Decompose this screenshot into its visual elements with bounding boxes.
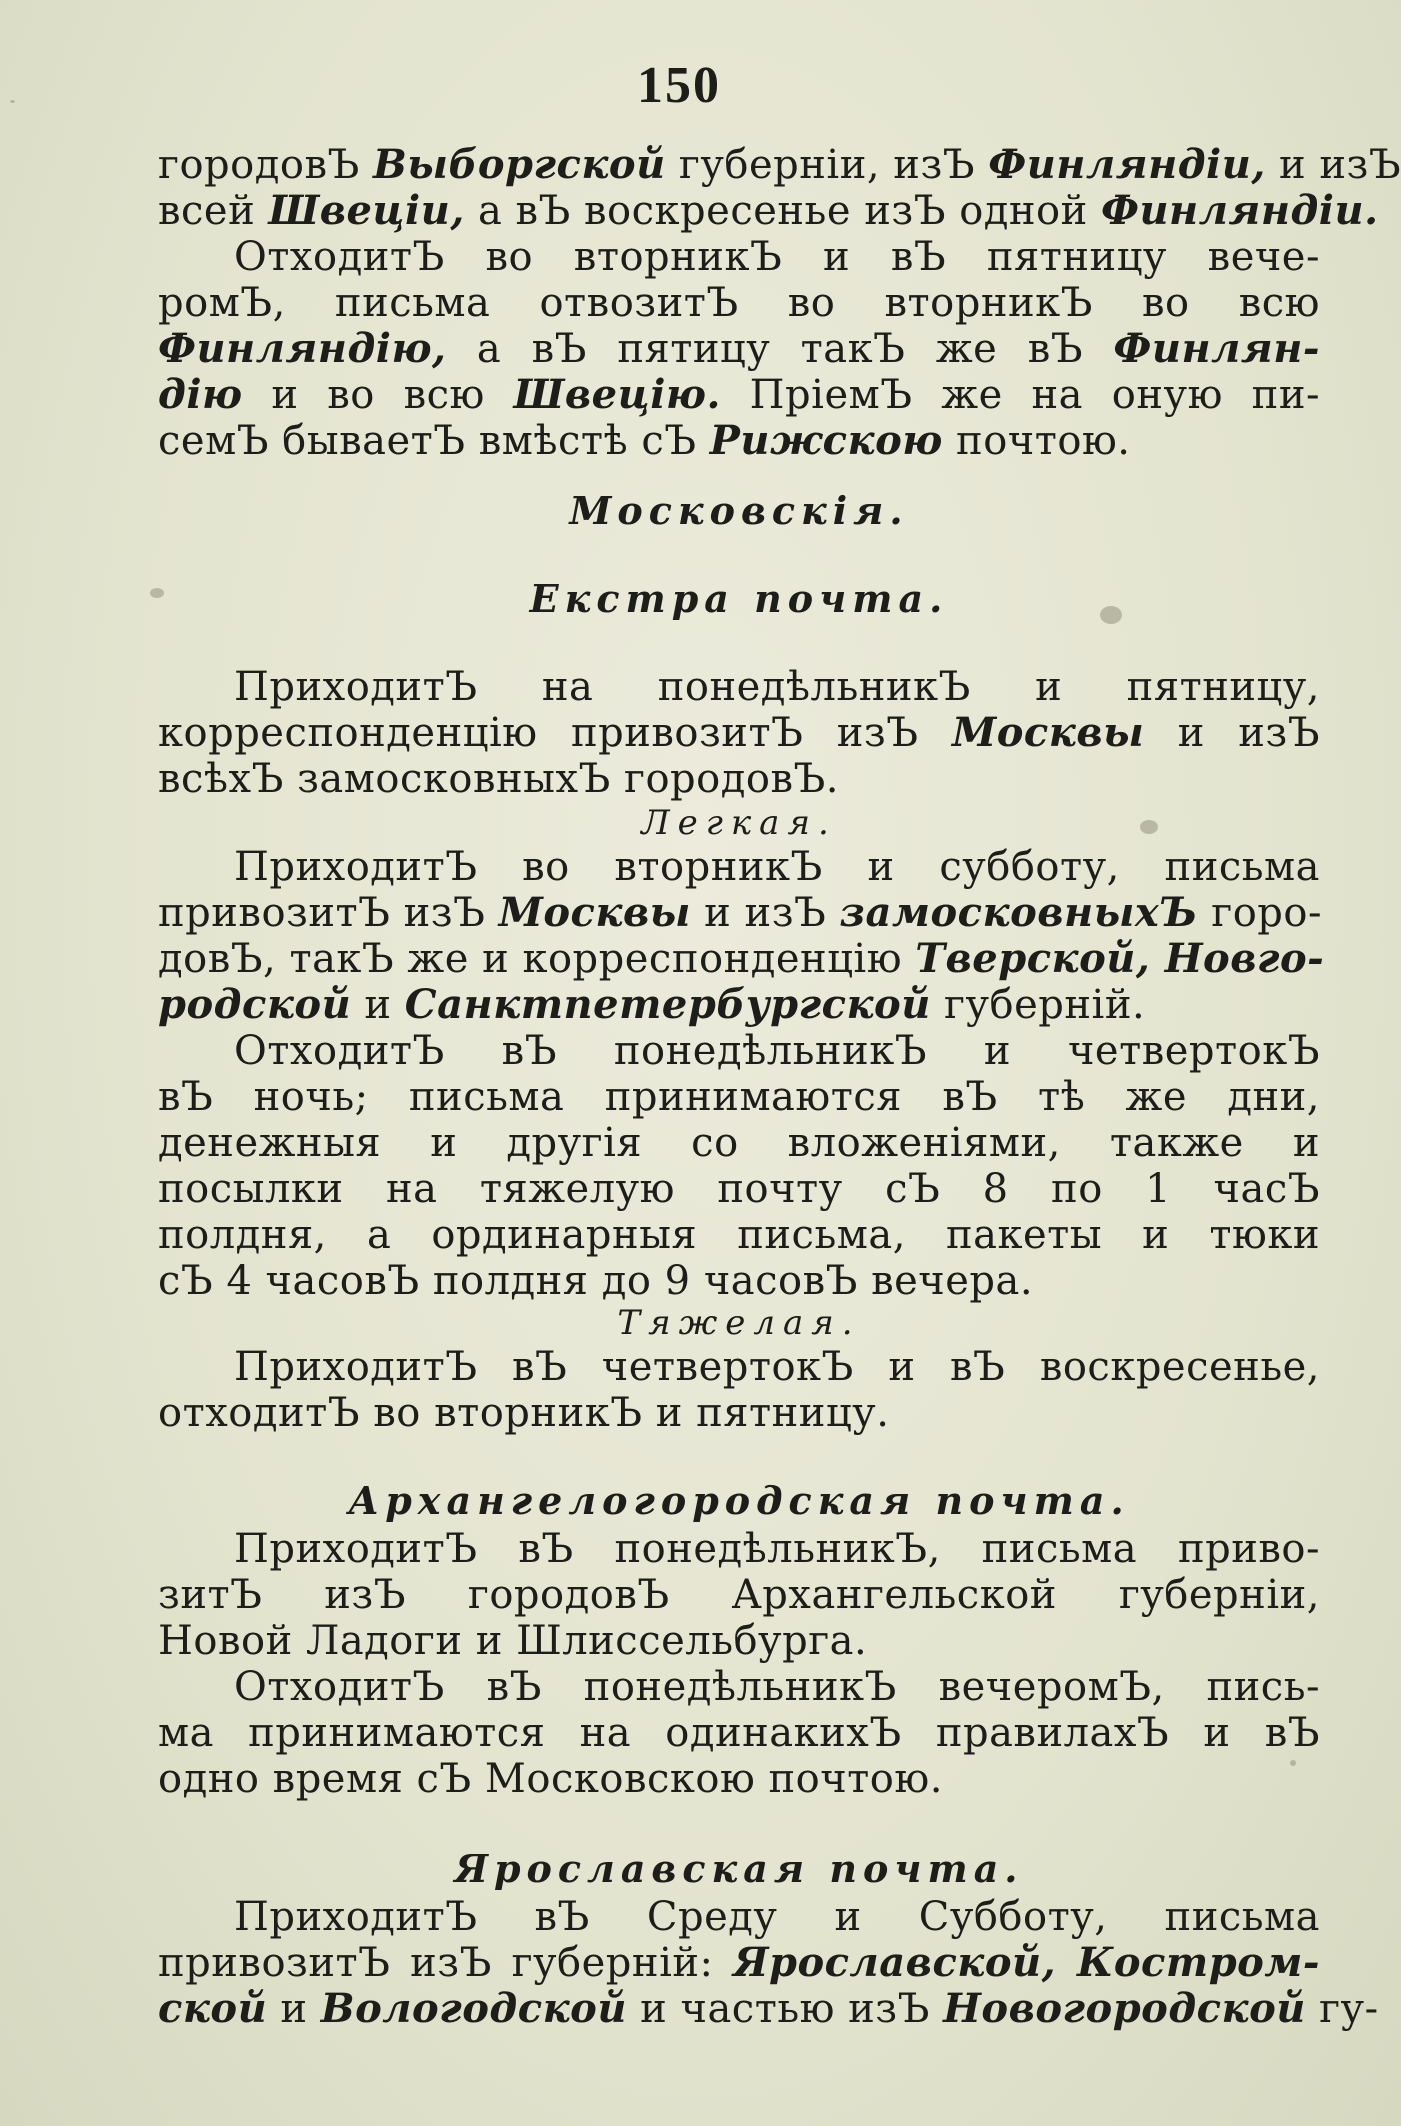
section-heading: Ярославская почта. [454, 1846, 1024, 1891]
italic-name: Финляндіи, [988, 141, 1266, 188]
italic-name: ской [158, 1985, 268, 2032]
paper-speck [10, 100, 15, 103]
section-subheading: Легкая. [641, 803, 837, 843]
italic-name: дію [158, 371, 243, 418]
text-line: денежныя и другія со вложеніями, также и [158, 1120, 1320, 1166]
text-line: ской и Вологодской и частью изЪ Новогородской гу- [158, 1985, 1379, 2032]
italic-name: Новогородской [943, 1985, 1306, 2032]
text-line: ОтходитЪ вЪ понедѣльникЪ и четвертокЪ [234, 1028, 1320, 1074]
text-line: отходитЪ во вторникЪ и пятницу. [158, 1390, 890, 1436]
text-line: ромЪ, письма отвозитЪ во вторникЪ во всю [158, 280, 1320, 326]
text-line: довЪ, такЪ же и корреспонденцію Тверской, Новго- [158, 935, 1325, 982]
paper-speck [150, 588, 164, 598]
text-line: вЪ ночь; письма принимаются вЪ тѣ же дни, [158, 1074, 1320, 1120]
page-number: 150 [637, 57, 721, 114]
text-line: Финляндію, а вЪ пятицу такЪ же вЪ Финлян- [158, 325, 1320, 372]
section-heading: Московскія. [569, 488, 909, 533]
italic-name: Швеціи, [268, 187, 465, 234]
text-line: ПриходитЪ во вторникЪ и субботу, письма [234, 844, 1320, 890]
text-line: ОтходитЪ во вторникЪ и вЪ пятницу вече- [234, 234, 1320, 280]
text-line: ПриходитЪ на понедѣльникЪ и пятницу, [234, 664, 1320, 710]
section-heading: Архангелогородская почта. [348, 1478, 1130, 1523]
text-line: ма принимаются на одинакихЪ правилахЪ и вЪ [158, 1710, 1320, 1756]
text-line: привозитЪ изЪ Москвы и изЪ замосковныхЪ горо- [158, 889, 1322, 936]
text-line: сЪ 4 часовЪ полдня до 9 часовЪ вечера. [158, 1258, 1034, 1304]
text-line: родской и Санктпетербургской губерній. [158, 981, 1146, 1028]
text-line: ПриходитЪ вЪ четвертокЪ и вЪ воскресенье, [234, 1344, 1320, 1390]
paper-speck [1290, 1760, 1296, 1766]
italic-name: Тверской, Новго- [915, 935, 1325, 982]
italic-name: Ярославской, Костром- [733, 1939, 1320, 1986]
italic-name: Москвы [951, 709, 1145, 756]
text-line: семЪ бываетЪ вмѣстѣ сЪ Рижскою почтою. [158, 417, 1131, 464]
text-line: ОтходитЪ вЪ понедѣльникЪ вечеромЪ, пись- [234, 1664, 1320, 1710]
text-line: всѣхЪ замосковныхЪ городовЪ. [158, 756, 839, 802]
paper-speck [1100, 606, 1122, 624]
italic-name: Швецію. [513, 371, 721, 418]
italic-name: Финлян- [1113, 325, 1320, 372]
text-line: дію и во всю Швецію. ПріемЪ же на оную пи- [158, 371, 1320, 418]
italic-name: родской [158, 981, 352, 1028]
text-line: Новой Ладоги и Шлиссельбурга. [158, 1618, 868, 1664]
text-line: ПриходитЪ вЪ понедѣльникЪ, письма приво- [234, 1526, 1320, 1572]
italic-name: Вологодской [320, 1985, 627, 2032]
italic-name: Рижскою [709, 417, 943, 464]
italic-name: Финляндію, [158, 325, 447, 372]
paper-speck [1140, 820, 1158, 834]
text-line: одно время сЪ Московскою почтою. [158, 1756, 943, 1802]
italic-name: Москвы [498, 889, 691, 936]
italic-name: замосковныхЪ [839, 889, 1199, 936]
text-line: городовЪ Выборгской губерніи, изЪ Финляндіи, и изЪ [158, 141, 1401, 188]
italic-name: Выборгской [372, 141, 666, 188]
italic-name: Финляндіи. [1101, 187, 1379, 234]
italic-name: Санктпетербургской [404, 981, 931, 1028]
section-heading: Екстра почта. [529, 576, 949, 621]
text-line: корреспонденцію привозитЪ изЪ Москвы и изЪ [158, 709, 1321, 756]
text-line: посылки на тяжелую почту сЪ 8 по 1 часЪ [158, 1166, 1320, 1212]
text-line: всей Швеціи, а вЪ воскресенье изЪ одной Финляндіи. [158, 187, 1379, 234]
text-line: ПриходитЪ вЪ Среду и Субботу, письма [234, 1894, 1320, 1940]
text-line: зитЪ изЪ городовЪ Архангельской губерніи, [158, 1572, 1320, 1618]
text-line: полдня, а ординарныя письма, пакеты и тюки [158, 1212, 1320, 1258]
section-subheading: Тяжелая. [617, 1303, 861, 1343]
text-line: привозитЪ изЪ губерній: Ярославской, Костром- [158, 1939, 1320, 1986]
